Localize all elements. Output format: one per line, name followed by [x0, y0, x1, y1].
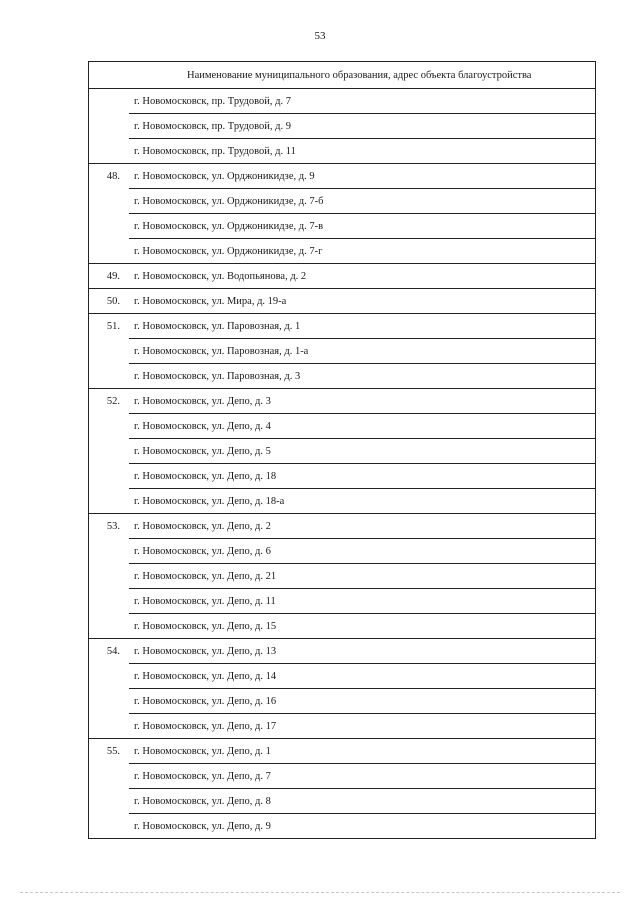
row-address: г. Новомосковск, ул. Орджоникидзе, д. 7-в: [129, 214, 596, 239]
table-row: [89, 739, 596, 764]
table-row: [89, 589, 596, 614]
table-row: [89, 689, 596, 714]
table-row: [89, 239, 596, 264]
row-number: 53.: [89, 514, 130, 539]
row-address: г. Новомосковск, ул. Депо, д. 14: [129, 664, 596, 689]
table-row: [89, 164, 596, 189]
table-row: [89, 189, 596, 214]
table-row: [89, 289, 596, 314]
page-bottom-divider: [20, 892, 620, 893]
row-number: 54.: [89, 639, 130, 664]
row-number: [89, 664, 130, 689]
row-address: г. Новомосковск, пр. Трудовой, д. 11: [129, 139, 596, 164]
table-row: [89, 214, 596, 239]
table-row: [89, 639, 596, 664]
table-row: [89, 814, 596, 839]
row-address: г. Новомосковск, ул. Депо, д. 1: [129, 739, 596, 764]
row-number: 48.: [89, 164, 130, 189]
row-number: [89, 364, 130, 389]
row-address: г. Новомосковск, ул. Депо, д. 17: [129, 714, 596, 739]
table-row: [89, 114, 596, 139]
row-address: г. Новомосковск, ул. Орджоникидзе, д. 7-г: [129, 239, 596, 264]
row-number: 49.: [89, 264, 130, 289]
row-address: г. Новомосковск, ул. Орджоникидзе, д. 7-б: [129, 189, 596, 214]
row-number: [89, 564, 130, 589]
table-row: [89, 314, 596, 339]
table-row: [89, 539, 596, 564]
row-number: [89, 489, 130, 514]
row-number: [89, 414, 130, 439]
row-address: г. Новомосковск, ул. Паровозная, д. 1: [129, 314, 596, 339]
header-address-cell: Наименование муниципального образования, адрес объекта благоустройства: [129, 62, 596, 89]
header-number-cell: [89, 62, 130, 89]
row-number: [89, 114, 130, 139]
row-number: [89, 339, 130, 364]
table-row: [89, 439, 596, 464]
row-address: г. Новомосковск, ул. Паровозная, д. 3: [129, 364, 596, 389]
row-address: г. Новомосковск, ул. Депо, д. 15: [129, 614, 596, 639]
row-number: [89, 789, 130, 814]
table-row: [89, 764, 596, 789]
row-number: [89, 214, 130, 239]
row-address: г. Новомосковск, ул. Депо, д. 2: [129, 514, 596, 539]
row-number: [89, 139, 130, 164]
row-number: [89, 614, 130, 639]
row-number: [89, 689, 130, 714]
table-row: [89, 489, 596, 514]
row-number: [89, 589, 130, 614]
row-number: 50.: [89, 289, 130, 314]
row-address: г. Новомосковск, ул. Депо, д. 9: [129, 814, 596, 839]
row-address: г. Новомосковск, ул. Депо, д. 18: [129, 464, 596, 489]
table-row: [89, 564, 596, 589]
row-address: г. Новомосковск, ул. Депо, д. 6: [129, 539, 596, 564]
table-header-row: [89, 62, 596, 89]
row-address: г. Новомосковск, пр. Трудовой, д. 9: [129, 114, 596, 139]
row-number: [89, 814, 130, 839]
row-number: 55.: [89, 739, 130, 764]
row-number: [89, 89, 130, 114]
row-number: [89, 189, 130, 214]
table-row: [89, 389, 596, 414]
row-address: г. Новомосковск, ул. Депо, д. 8: [129, 789, 596, 814]
row-address: г. Новомосковск, ул. Орджоникидзе, д. 9: [129, 164, 596, 189]
table-row: [89, 139, 596, 164]
table-row: [89, 614, 596, 639]
table-body: [89, 89, 596, 839]
row-number: 52.: [89, 389, 130, 414]
row-address: г. Новомосковск, ул. Депо, д. 7: [129, 764, 596, 789]
row-number: [89, 464, 130, 489]
row-address: г. Новомосковск, ул. Депо, д. 3: [129, 389, 596, 414]
row-address: г. Новомосковск, ул. Мира, д. 19-а: [129, 289, 596, 314]
row-address: г. Новомосковск, пр. Трудовой, д. 7: [129, 89, 596, 114]
row-number: [89, 239, 130, 264]
row-number: 51.: [89, 314, 130, 339]
table-row: [89, 89, 596, 114]
table-row: [89, 464, 596, 489]
table-row: [89, 264, 596, 289]
table-row: [89, 514, 596, 539]
page-number: 53: [314, 30, 326, 42]
row-address: г. Новомосковск, ул. Депо, д. 11: [129, 589, 596, 614]
table-row: [89, 714, 596, 739]
table-row: [89, 414, 596, 439]
row-number: [89, 764, 130, 789]
row-number: [89, 439, 130, 464]
row-address: г. Новомосковск, ул. Депо, д. 4: [129, 414, 596, 439]
table-row: [89, 364, 596, 389]
row-number: [89, 714, 130, 739]
addresses-table: [88, 61, 596, 839]
row-address: г. Новомосковск, ул. Депо, д. 13: [129, 639, 596, 664]
row-address: г. Новомосковск, ул. Водопьянова, д. 2: [129, 264, 596, 289]
table-row: [89, 339, 596, 364]
table-row: [89, 789, 596, 814]
row-address: г. Новомосковск, ул. Депо, д. 18-а: [129, 489, 596, 514]
row-address: г. Новомосковск, ул. Паровозная, д. 1-а: [129, 339, 596, 364]
row-address: г. Новомосковск, ул. Депо, д. 5: [129, 439, 596, 464]
table-row: [89, 664, 596, 689]
row-address: г. Новомосковск, ул. Депо, д. 21: [129, 564, 596, 589]
row-address: г. Новомосковск, ул. Депо, д. 16: [129, 689, 596, 714]
row-number: [89, 539, 130, 564]
